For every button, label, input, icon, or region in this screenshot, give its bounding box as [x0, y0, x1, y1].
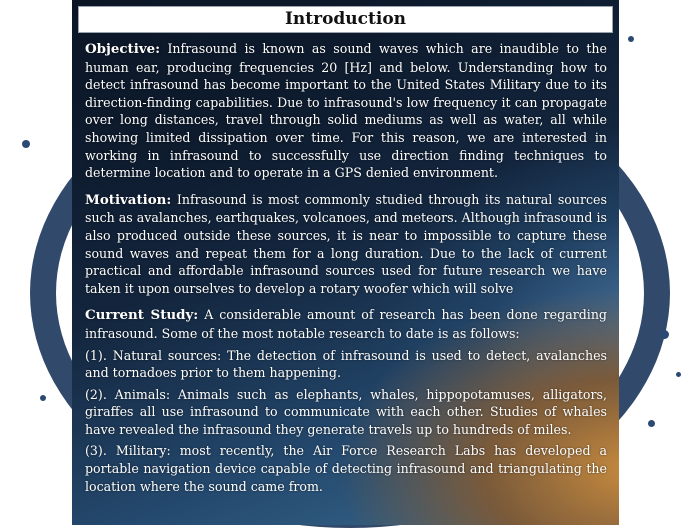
motivation-label: Motivation:: [85, 191, 172, 208]
objective-text: Infrasound is known as sound waves which are inaudible to the human ear, producing frequencies 20 [Hz] and below. Understanding how to detect infrasound has become important to the United States Military due to its direction-finding capabilities. Due to infrasound's low frequency it can propagate over long distances, travel through solid mediums as well as water, all while showing limited dissipation over time. For this reason, we are interested in working in infrasound to successfully use direction finding techniques to determine location and to operate in a GPS denied environment.: [85, 41, 607, 181]
paint-speck: [40, 395, 46, 401]
study-item-military: (3). Military: most recently, the Air Force Research Labs has developed a portable navigation device capable of detecting infrasound and triangulating the location where the sound came from.: [85, 443, 607, 494]
slide-content: [85, 40, 607, 499]
paint-speck: [648, 420, 655, 427]
paint-speck: [628, 36, 634, 42]
current-study-label: Current Study:: [85, 307, 199, 324]
paint-speck: [676, 372, 681, 377]
study-item-natural-sources: (1). Natural sources: The detection of infrasound is used to detect, avalanches and tornadoes prior to them happening.: [85, 347, 607, 381]
paint-speck: [660, 330, 669, 339]
motivation-text: Infrasound is most commonly studied through its natural sources such as avalanches, earthquakes, volcanoes, and meteors. Although infrasound is also produced outside these sources, it is near to impossible to capture these sound waves and repeat them for a long duration. Due to the lack of current practical and affordable infrasound sources used for future research we have taken it upon ourselves to develop a rotary woofer which will solve: [85, 191, 607, 296]
objective-paragraph: [85, 40, 607, 182]
objective-label: Objective:: [85, 41, 161, 57]
title-bar: [78, 6, 613, 33]
page-title: Introduction: [284, 9, 407, 29]
motivation-paragraph: [85, 191, 607, 298]
paint-speck: [22, 140, 30, 148]
study-item-animals: (2). Animals: Animals such as elephants, whales, hippopotamuses, alligators, giraffes all use infrasound to communicate with each other. Studies of whales have revealed the infrasound they generate travels up to hundreds of miles.: [85, 386, 607, 437]
current-study-paragraph: [85, 306, 607, 342]
current-study-text: A considerable amount of research has been done regarding infrasound. Some of the most notable research to date is as follows:: [85, 307, 607, 341]
slide-panel: [72, 0, 619, 525]
